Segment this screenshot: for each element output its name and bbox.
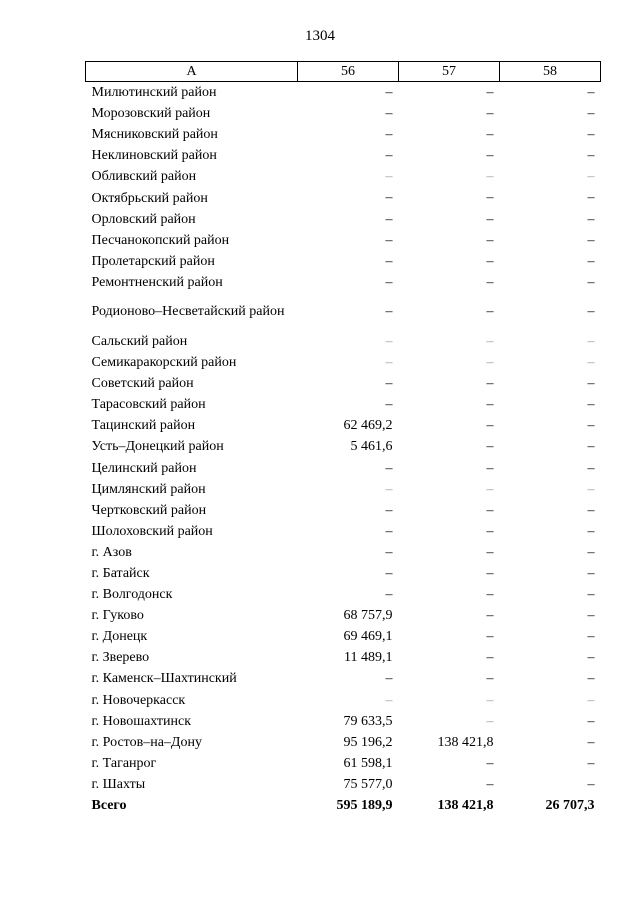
cell-58: – (587, 333, 595, 349)
table-row (86, 753, 601, 774)
row-label: Обливский район (91, 169, 197, 185)
cell-57: – (486, 460, 494, 476)
row-label: Шолоховский район (91, 523, 213, 539)
cell-56: 61 598,1 (343, 755, 393, 771)
table-row (86, 187, 601, 208)
total-cell-56: 595 189,9 (336, 798, 393, 813)
cell-57: – (486, 650, 494, 666)
cell-57: – (486, 608, 494, 624)
cell-57: – (486, 169, 494, 185)
cell-56: – (385, 190, 393, 206)
row-label: Усть–Донецкий район (91, 439, 224, 455)
cell-56: – (385, 333, 393, 349)
table-row (86, 230, 601, 251)
cell-58: – (587, 755, 595, 771)
cell-58: – (587, 608, 595, 624)
cell-57: – (486, 481, 494, 497)
cell-57: – (486, 253, 494, 269)
row-label: Морозовский район (91, 106, 211, 122)
table-row (86, 373, 601, 394)
cell-57: – (486, 274, 494, 290)
table-row (86, 668, 601, 689)
cell-56: – (385, 106, 393, 122)
cell-57: – (486, 692, 494, 708)
cell-56: – (385, 376, 393, 392)
total-row (86, 795, 601, 816)
cell-58: – (587, 106, 595, 122)
cell-57: – (486, 127, 494, 143)
row-label: г. Новочеркасск (91, 692, 186, 708)
cell-57: – (486, 587, 494, 603)
row-label: г. Донецк (91, 629, 148, 645)
cell-57: – (486, 418, 494, 434)
cell-57: – (486, 355, 494, 371)
cell-58: – (587, 169, 595, 185)
table-row (86, 166, 601, 187)
cell-58: – (587, 502, 595, 518)
cell-56: – (385, 692, 393, 708)
cell-58: – (587, 127, 595, 143)
row-label: Милютинский район (91, 85, 217, 101)
total-cell-58: 26 707,3 (545, 798, 595, 813)
row-label: г. Азов (91, 544, 132, 560)
row-label: Чертковский район (91, 502, 207, 518)
data-table (85, 61, 601, 816)
cell-57: – (486, 148, 494, 164)
cell-58: – (587, 85, 595, 100)
table-row (86, 647, 601, 668)
cell-58: – (587, 629, 595, 645)
total-cell-57: 138 421,8 (437, 798, 494, 813)
table-row (86, 124, 601, 145)
row-label: Цимлянский район (91, 481, 206, 497)
cell-58: – (587, 776, 595, 792)
cell-56: – (385, 169, 393, 185)
table-row (86, 394, 601, 415)
table-row (86, 415, 601, 436)
cell-58: – (587, 376, 595, 392)
cell-58: – (587, 650, 595, 666)
table-row (86, 521, 601, 542)
page-number: 1304 (305, 28, 335, 44)
cell-57: – (486, 629, 494, 645)
cell-56: – (385, 544, 393, 560)
row-label: г. Волгодонск (91, 587, 173, 603)
table-body (86, 82, 601, 817)
cell-57: 138 421,8 (437, 734, 494, 750)
table-row (86, 458, 601, 479)
cell-56: – (385, 148, 393, 164)
table-row (86, 774, 601, 795)
cell-56: – (385, 460, 393, 476)
table-row (86, 272, 601, 293)
row-label: г. Каменск–Шахтинский (91, 671, 237, 687)
table-row (86, 542, 601, 563)
table-row (86, 563, 601, 584)
row-label: г. Гуково (91, 608, 144, 624)
total-label: Всего (91, 798, 127, 814)
table-row (86, 711, 601, 732)
cell-57: – (486, 439, 494, 455)
cell-57: – (486, 523, 494, 539)
cell-56: – (385, 671, 393, 687)
table-row (86, 82, 601, 104)
table-row (86, 352, 601, 373)
cell-56: – (385, 211, 393, 227)
table-row (86, 500, 601, 521)
cell-58: – (587, 544, 595, 560)
table-row (86, 209, 601, 230)
cell-58: – (587, 713, 595, 729)
header-col-a: А (86, 62, 298, 82)
row-label: Родионово–Несветайский район (91, 304, 285, 320)
table-row (86, 605, 601, 626)
row-label: Тарасовский район (91, 397, 206, 413)
cell-58: – (587, 481, 595, 497)
table-row (86, 690, 601, 711)
header-col-56: 56 (298, 62, 399, 82)
cell-56: – (385, 397, 393, 413)
row-label: Октябрьский район (91, 190, 208, 206)
cell-56: 79 633,5 (343, 713, 393, 729)
row-label: Ремонтненский район (91, 274, 223, 290)
row-label: Пролетарский район (91, 253, 215, 269)
cell-56: – (385, 274, 393, 290)
cell-56: – (385, 127, 393, 143)
header-col-57: 57 (399, 62, 500, 82)
cell-57: – (486, 755, 494, 771)
cell-58: – (587, 439, 595, 455)
cell-58: – (587, 253, 595, 269)
cell-57: – (486, 565, 494, 581)
cell-56: – (385, 253, 393, 269)
row-label: г. Шахты (91, 776, 146, 792)
row-label: Мясниковский район (91, 127, 218, 143)
cell-57: – (486, 713, 494, 729)
row-label: г. Новошахтинск (91, 713, 192, 729)
header-col-58: 58 (500, 62, 601, 82)
cell-56: – (385, 587, 393, 603)
table-row (86, 251, 601, 272)
cell-58: – (587, 274, 595, 290)
cell-57: – (486, 85, 494, 100)
row-label: г. Батайск (91, 566, 150, 582)
cell-58: – (587, 148, 595, 164)
table-row (86, 103, 601, 124)
cell-58: – (587, 587, 595, 603)
cell-56: – (385, 481, 393, 497)
cell-57: – (486, 776, 494, 792)
cell-58: – (587, 565, 595, 581)
row-label: г. Таганрог (91, 755, 157, 771)
cell-58: – (587, 460, 595, 476)
cell-57: – (486, 190, 494, 206)
cell-57: – (486, 502, 494, 518)
row-label: г. Зверево (91, 650, 150, 666)
table-row (86, 626, 601, 647)
table-row (86, 293, 601, 331)
table-row (86, 145, 601, 166)
cell-57: – (486, 304, 494, 320)
cell-56: 11 489,1 (344, 650, 393, 666)
cell-56: 62 469,2 (343, 418, 393, 434)
table-header-row (86, 62, 601, 82)
cell-58: – (587, 190, 595, 206)
row-label: Целинский район (91, 460, 197, 476)
cell-56: 69 469,1 (343, 629, 393, 645)
cell-57: – (486, 671, 494, 687)
cell-58: – (587, 671, 595, 687)
cell-58: – (587, 211, 595, 227)
cell-58: – (587, 523, 595, 539)
cell-56: – (385, 565, 393, 581)
cell-56: 5 461,6 (350, 439, 393, 455)
cell-58: – (587, 734, 595, 750)
cell-57: – (486, 544, 494, 560)
cell-57: – (486, 232, 494, 248)
cell-57: – (486, 106, 494, 122)
cell-56: – (385, 304, 393, 320)
cell-56: – (385, 355, 393, 371)
cell-58: – (587, 355, 595, 371)
row-label: Сальский район (91, 333, 188, 349)
row-label: г. Ростов–на–Дону (91, 734, 202, 750)
table-row (86, 436, 601, 457)
table-row (86, 479, 601, 500)
cell-58: – (587, 692, 595, 708)
cell-56: – (385, 232, 393, 248)
cell-58: – (587, 397, 595, 413)
cell-57: – (486, 397, 494, 413)
cell-58: – (587, 304, 595, 320)
table-row (86, 331, 601, 352)
table-row (86, 732, 601, 753)
cell-57: – (486, 376, 494, 392)
row-label: Песчанокопский район (91, 232, 230, 248)
cell-58: – (587, 418, 595, 434)
table-row (86, 584, 601, 605)
cell-57: – (486, 333, 494, 349)
cell-56: 95 196,2 (343, 734, 393, 750)
cell-56: 75 577,0 (343, 776, 393, 792)
row-label: Орловский район (91, 211, 196, 227)
row-label: Тацинский район (91, 418, 196, 434)
cell-58: – (587, 232, 595, 248)
cell-56: – (385, 502, 393, 518)
cell-57: – (486, 211, 494, 227)
row-label: Советский район (91, 376, 194, 392)
cell-56: – (385, 85, 393, 100)
row-label: Семикаракорский район (91, 355, 237, 371)
row-label: Неклиновский район (91, 148, 217, 164)
cell-56: 68 757,9 (343, 608, 393, 624)
cell-56: – (385, 523, 393, 539)
